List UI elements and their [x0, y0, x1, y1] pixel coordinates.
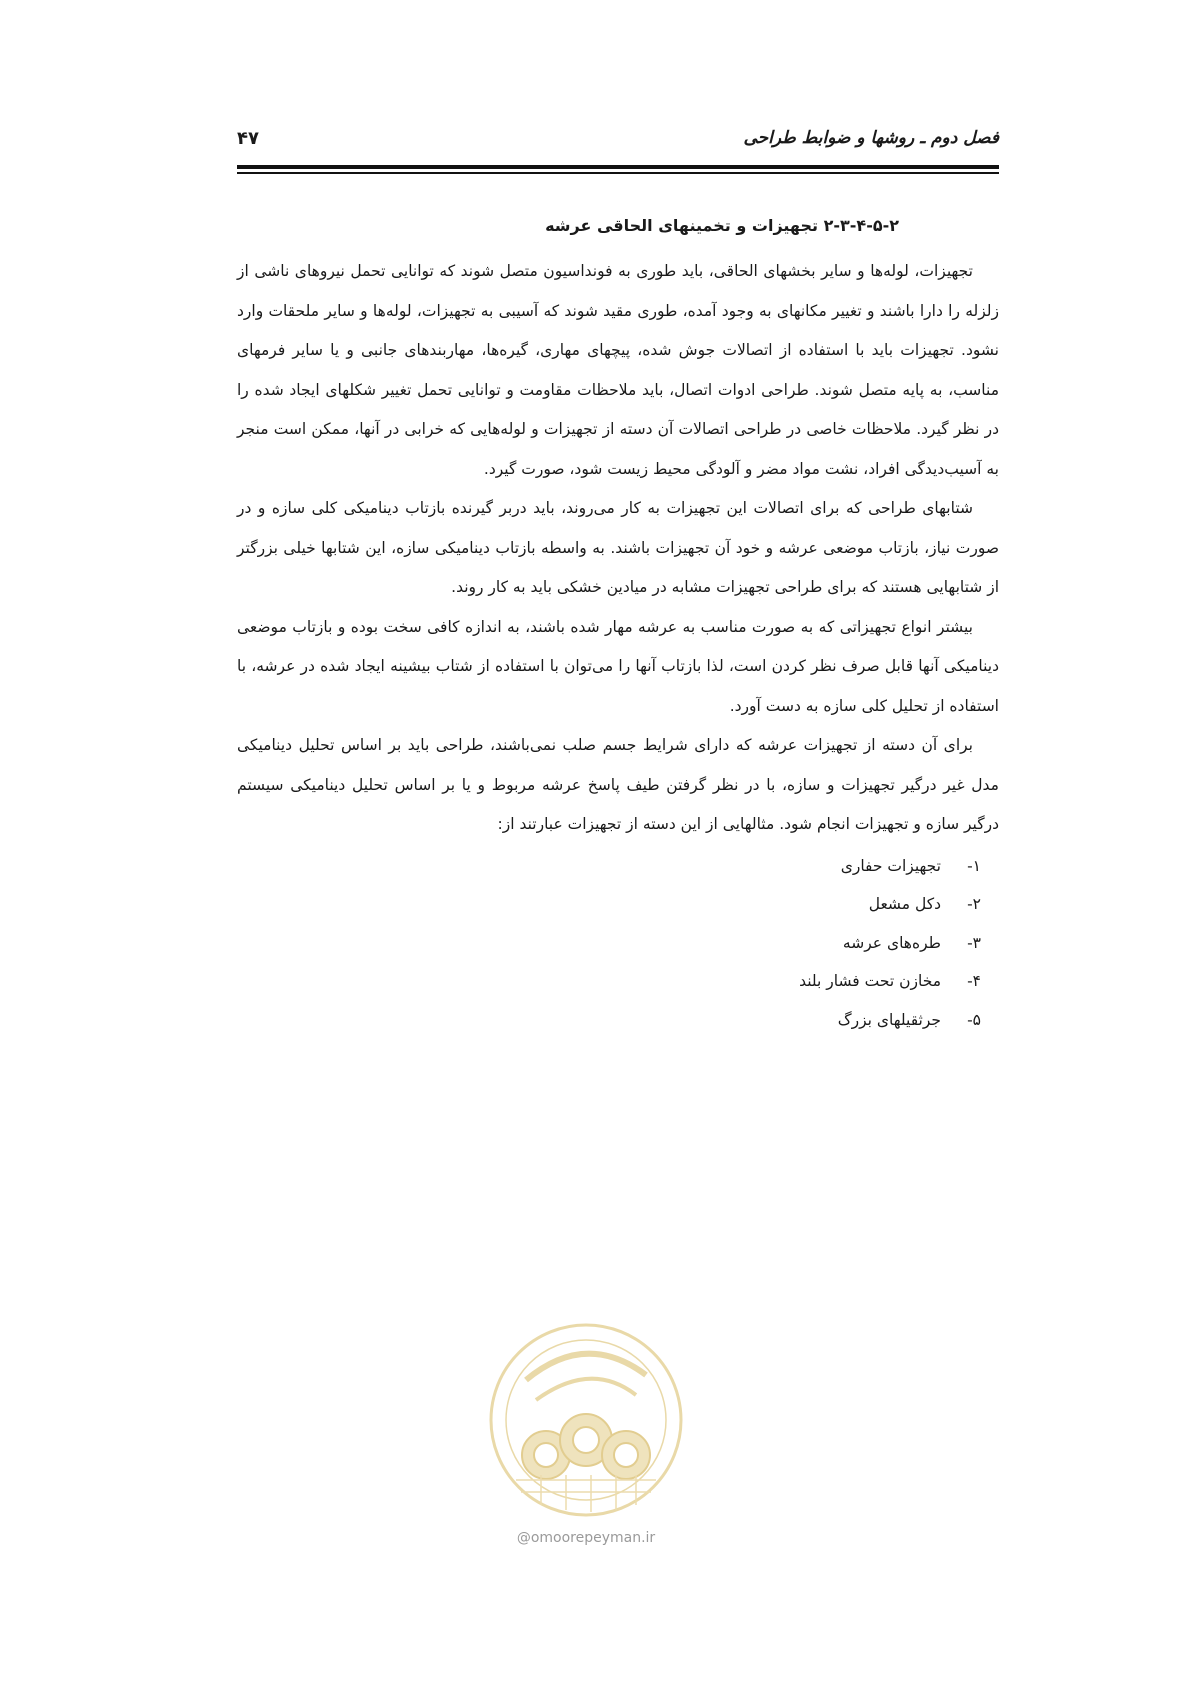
- paragraph-4: برای آن دسته از تجهیزات عرشه که دارای شرایط جسم صلب نمی‌باشند، طراحی باید بر اساس تحلیل دینامیکی مدل غیر درگیر تجهیزات و سازه، با در نظر گرفتن طیف پاسخ عرشه مربوط و یا بر اساس تحلیل دینامیکی سیستم درگیر سازه و تجهیزات انجام شود. مثالهایی از این دسته از تجهیزات عبارتند از:: [237, 736, 999, 833]
- header-rule-thin: [237, 172, 999, 174]
- list-item: [237, 847, 981, 886]
- watermark-logo-icon: [486, 1320, 686, 1520]
- page-number: ۴۷: [237, 128, 259, 149]
- list-item-text: مخازن تحت فشار بلند: [799, 972, 941, 990]
- paragraph-2: شتابهای طراحی که برای اتصالات این تجهیزات به کار می‌روند، باید دربر گیرنده بازتاب دینامیکی کلی سازه و در صورت نیاز، بازتاب موضعی عرشه و خود آن تجهیزات باشند. به واسطه بازتاب دینامیکی سازه، این شتابها خیلی بزرگتر از شتابهایی هستند که برای طراحی تجهیزات مشابه در میادین خشکی باید به کار روند.: [237, 499, 999, 596]
- list-item: [237, 962, 981, 1001]
- header-rule-thick: [237, 165, 999, 169]
- list-item-text: دکل مشعل: [868, 895, 941, 913]
- list-marker: ۲-: [967, 895, 981, 913]
- equipment-list: [237, 847, 999, 1040]
- list-marker: ۵-: [967, 1010, 981, 1029]
- watermark-url: @omoorepeyman.ir: [516, 1530, 656, 1546]
- section-heading: ۲-۳-۴-۵-۲ تجهیزات و تخمینهای الحاقی عرشه: [545, 216, 899, 235]
- paragraph-1: تجهیزات، لوله‌ها و سایر بخشهای الحاقی، باید طوری به فونداسیون متصل شوند که توانایی تحمل نیروهای ناشی از زلزله را دارا باشند و تغییر مکانهای به وجود آمده، طوری مقید شوند که آسیبی به تجهیزات، لوله‌ها و سایر ملحقات وارد نشود. تجهیزات باید با استفاده از اتصالات جوش شده، پیچهای مهاری، گیره‌ها، مهاربندهای جانبی و یا سایر فرمهای مناسب، به پایه متصل شوند. طراحی ادوات اتصال، باید ملاحظات مقاومت و توانایی تحمل تغییر شکلهای ایجاد شده را در نظر گیرد. ملاحظات خاصی در طراحی اتصالات آن دسته از تجهیزات و لوله‌هایی که خرابی در آنها، ممکن است منجر به آسیب‌دیدگی افراد، نشت مواد مضر و آلودگی محیط زیست شود، صورت گیرد.: [237, 262, 999, 478]
- list-marker: ۳-: [967, 933, 981, 952]
- list-item: [237, 885, 981, 924]
- list-item-text: تجهیزات حفاری: [840, 856, 941, 875]
- paragraph-3: بیشتر انواع تجهیزاتی که به صورت مناسب به عرشه مهار شده باشند، به اندازه کافی سخت بوده و بازتاب موضعی دینامیکی آنها قابل صرف نظر کردن است، لذا بازتاب آنها را می‌توان با استفاده از شتاب بیشینه ایجاد شده در عرشه، با استفاده از تحلیل کلی سازه به دست آورد.: [237, 617, 999, 715]
- chapter-title: فصل دوم ـ روشها و ضوابط طراحی: [743, 128, 999, 148]
- page-header: [237, 122, 999, 156]
- list-item-text: جرثقیلهای بزرگ: [837, 1010, 941, 1029]
- list-marker: ۴-: [967, 972, 981, 990]
- page-body: [237, 212, 999, 1039]
- list-item-text: طره‌های عرشه: [842, 933, 941, 952]
- list-marker: ۱-: [967, 856, 981, 875]
- list-item: [237, 1001, 981, 1040]
- list-item: [237, 924, 981, 963]
